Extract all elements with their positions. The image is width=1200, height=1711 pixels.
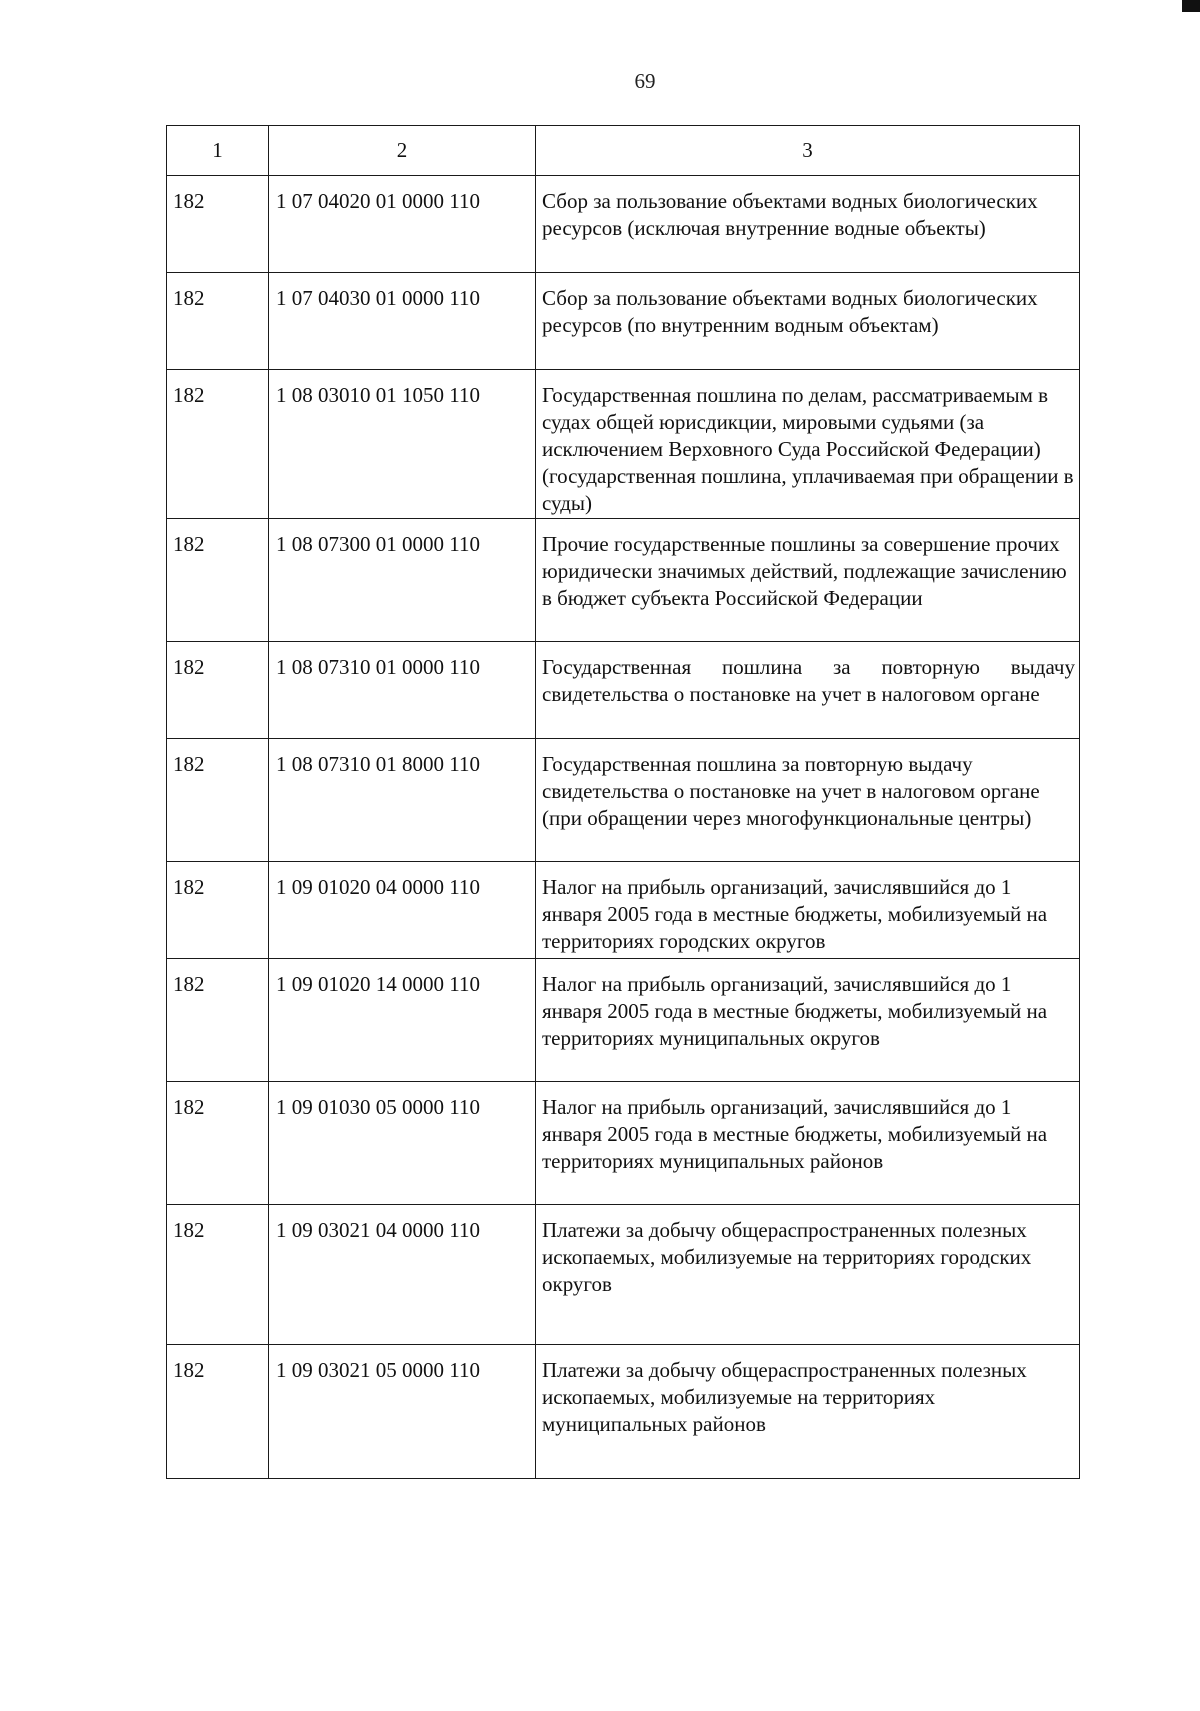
- admin-code-cell: 182: [167, 1205, 269, 1345]
- description-cell: Платежи за добычу общераспространенных полезных ископаемых, мобилизуемые на территориях городских округов: [536, 1205, 1080, 1345]
- description-cell: Прочие государственные пошлины за совершение прочих юридически значимых действий, подлежащие зачислению в бюджет субъекта Российской Федерации: [536, 519, 1080, 642]
- description-cell: Платежи за добычу общераспространенных полезных ископаемых, мобилизуемые на территориях муниципальных районов: [536, 1345, 1080, 1479]
- kbk-code-cell: 1 08 03010 01 1050 110: [269, 370, 536, 519]
- kbk-code-cell: 1 07 04020 01 0000 110: [269, 176, 536, 273]
- kbk-code-cell: 1 08 07310 01 8000 110: [269, 739, 536, 862]
- description-cell: Сбор за пользование объектами водных биологических ресурсов (по внутренним водным объектам): [536, 273, 1080, 370]
- budget-codes-table: [166, 125, 1080, 1479]
- admin-code-cell: 182: [167, 1345, 269, 1479]
- admin-code-cell: 182: [167, 519, 269, 642]
- table-row: [167, 1205, 1080, 1345]
- column-header-2: 2: [269, 126, 536, 176]
- table-row: [167, 1345, 1080, 1479]
- admin-code-cell: 182: [167, 862, 269, 959]
- page-number: 69: [634, 69, 656, 93]
- description-cell: Налог на прибыль организаций, зачислявшийся до 1 января 2005 года в местные бюджеты, мобилизуемый на территориях муниципальных округов: [536, 959, 1080, 1082]
- description-cell: Государственная пошлина за повторную выдачу свидетельства о постановке на учет в налоговом органе: [536, 642, 1080, 739]
- kbk-code-cell: 1 08 07300 01 0000 110: [269, 519, 536, 642]
- table-row: [167, 176, 1080, 273]
- description-cell: Налог на прибыль организаций, зачислявшийся до 1 января 2005 года в местные бюджеты, мобилизуемый на территориях городских округов: [536, 862, 1080, 959]
- table-row: [167, 1082, 1080, 1205]
- table-row: [167, 959, 1080, 1082]
- kbk-code-cell: 1 08 07310 01 0000 110: [269, 642, 536, 739]
- kbk-code-cell: 1 09 01030 05 0000 110: [269, 1082, 536, 1205]
- column-header-1: 1: [167, 126, 269, 176]
- table-row: [167, 739, 1080, 862]
- column-header-3: 3: [536, 126, 1080, 176]
- kbk-code-cell: 1 09 03021 04 0000 110: [269, 1205, 536, 1345]
- scan-corner-mark: [1182, 0, 1200, 12]
- table-row: [167, 519, 1080, 642]
- admin-code-cell: 182: [167, 1082, 269, 1205]
- kbk-code-cell: 1 09 01020 04 0000 110: [269, 862, 536, 959]
- admin-code-cell: 182: [167, 959, 269, 1082]
- kbk-code-cell: 1 09 03021 05 0000 110: [269, 1345, 536, 1479]
- admin-code-cell: 182: [167, 273, 269, 370]
- kbk-code-cell: 1 07 04030 01 0000 110: [269, 273, 536, 370]
- table-row: [167, 642, 1080, 739]
- description-cell: Государственная пошлина за повторную выдачу свидетельства о постановке на учет в налоговом органе (при обращении через многофункциональные центры): [536, 739, 1080, 862]
- description-cell: Государственная пошлина по делам, рассматриваемым в судах общей юрисдикции, мировыми судьями (за исключением Верховного Суда Российской Федерации) (государственная пошлина, уплачиваемая при обращении в суды): [536, 370, 1080, 519]
- description-cell: Сбор за пользование объектами водных биологических ресурсов (исключая внутренние водные объекты): [536, 176, 1080, 273]
- admin-code-cell: 182: [167, 176, 269, 273]
- table-row: [167, 370, 1080, 519]
- admin-code-cell: 182: [167, 739, 269, 862]
- kbk-code-cell: 1 09 01020 14 0000 110: [269, 959, 536, 1082]
- description-cell: Налог на прибыль организаций, зачислявшийся до 1 января 2005 года в местные бюджеты, мобилизуемый на территориях муниципальных районов: [536, 1082, 1080, 1205]
- table-row: [167, 862, 1080, 959]
- table-row: [167, 273, 1080, 370]
- admin-code-cell: 182: [167, 642, 269, 739]
- table-header-row: [167, 126, 1080, 176]
- admin-code-cell: 182: [167, 370, 269, 519]
